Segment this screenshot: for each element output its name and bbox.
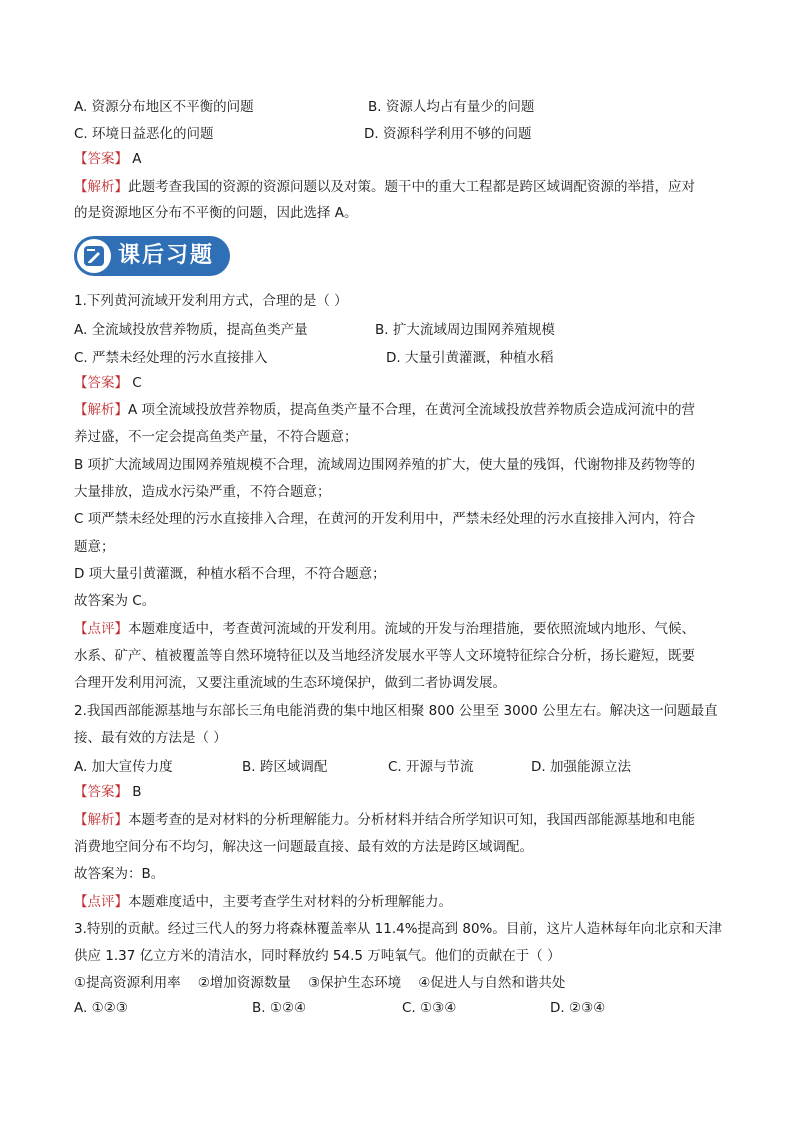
section-title: 课后习题 [118, 243, 215, 268]
q0-option-d: D. 资源科学利用不够的问题 [364, 126, 532, 142]
analysis-text: 此题考查我国的资源的资源问题以及对策。题干中的重大工程都是跨区域调配资源的举措，应对 [128, 179, 695, 195]
q1-analysis-line: C 项严禁未经处理的污水直接排入合理，在黄河的开发利用中，严禁未经处理的污水直接排入河内，符合 [74, 511, 696, 527]
q0-option-a: A. 资源分布地区不平衡的问题 [74, 99, 254, 115]
answer-value: C [128, 375, 142, 391]
analysis-tag: 【解析】 [74, 812, 128, 828]
q0-option-c: C. 环境日益恶化的问题 [74, 126, 214, 142]
comment-tag: 【点评】 [74, 621, 128, 637]
q1-option-a: A. 全流域投放营养物质，提高鱼类产量 [74, 322, 308, 338]
q2-analysis-line: 消费地空间分布不均匀，解决这一问题最直接、最有效的方法是跨区域调配。 [74, 839, 533, 855]
q2-analysis-line: 故答案为：B。 [74, 866, 165, 882]
answer-tag: 【答案】 [74, 784, 128, 800]
q1-analysis-line: 故答案为 C。 [74, 593, 156, 609]
q3-option-b: B. ①②④ [252, 1000, 307, 1016]
q1-analysis-line [74, 400, 695, 420]
q2-analysis-line [74, 810, 695, 830]
q1-analysis-line: D 项大量引黄灌溉，种植水稻不合理，不符合题意； [74, 566, 386, 582]
analysis-tag: 【解析】 [74, 402, 128, 418]
q1-answer [74, 373, 142, 393]
q1-option-d: D. 大量引黄灌溉，种植水稻 [386, 350, 554, 366]
q1-comment-line: 水系、矿产、植被覆盖等自然环境特征以及当地经济发展水平等人文环境特征综合分析，扬长避短，既要 [74, 648, 695, 664]
answer-value: B [128, 784, 142, 800]
q2-stem: 2.我国西部能源基地与东部长三角电能消费的集中地区相聚 800 公里至 3000 公里左右。解决这一问题最直 [74, 703, 718, 719]
q2-comment-line [74, 892, 452, 912]
q0-answer [74, 149, 142, 169]
q0-analysis-line [74, 177, 695, 197]
q2-stem: 接、最有效的方法是（ ） [74, 730, 227, 746]
q1-analysis-line: B 项扩大流域周边围网养殖规模不合理，流域周边围网养殖的扩大，使大量的残饵，代谢物排及药物等的 [74, 457, 696, 473]
answer-tag: 【答案】 [74, 151, 128, 167]
answer-value: A [128, 151, 142, 167]
q0-option-b: B. 资源人均占有量少的问题 [368, 99, 535, 115]
q1-comment-line [74, 619, 695, 639]
analysis-text: A 项全流域投放营养物质，提高鱼类产量不合理，在黄河全流域投放营养物质会造成河流中的营 [128, 402, 696, 418]
q1-analysis-line: 养过盛，不一定会提高鱼类产量，不符合题意； [74, 429, 358, 445]
q3-option-a: A. ①②③ [74, 1000, 128, 1016]
q0-analysis-line: 的是资源地区分布不平衡的问题，因此选择 A。 [74, 205, 358, 221]
answer-tag: 【答案】 [74, 375, 128, 391]
q2-option-d: D. 加强能源立法 [531, 759, 631, 775]
analysis-tag: 【解析】 [74, 179, 128, 195]
comment-text: 本题难度适中，主要考查学生对材料的分析理解能力。 [128, 894, 452, 910]
q2-option-c: C. 开源与节流 [388, 759, 474, 775]
q1-analysis-line: 大量排放，造成水污染严重，不符合题意； [74, 484, 331, 500]
comment-text: 本题难度适中，考查黄河流域的开发利用。流域的开发与治理措施，要依照流域内地形、气候、 [128, 621, 695, 637]
pen-icon [77, 239, 111, 273]
q1-analysis-line: 题意； [74, 539, 115, 555]
section-banner [74, 236, 230, 276]
q3-option-d: D. ②③④ [550, 1000, 606, 1016]
analysis-text: 本题考查的是对材料的分析理解能力。分析材料并结合所学知识可知，我国西部能源基地和电能 [128, 812, 695, 828]
comment-tag: 【点评】 [74, 894, 128, 910]
q3-items: ①提高资源利用率 ②增加资源数量 ③保护生态环境 ④促进人与自然和谐共处 [74, 975, 566, 991]
q1-comment-line: 合理开发利用河流，又要注重流域的生态环境保护，做到二者协调发展。 [74, 675, 506, 691]
q2-option-b: B. 跨区域调配 [242, 759, 328, 775]
q3-option-c: C. ①③④ [402, 1000, 457, 1016]
q2-option-a: A. 加大宣传力度 [74, 759, 173, 775]
q2-answer [74, 782, 142, 802]
q1-stem: 1.下列黄河流域开发利用方式，合理的是（ ） [74, 293, 348, 309]
q3-stem: 3.特别的贡献。经过三代人的努力将森林覆盖率从 11.4%提高到 80%。目前，这片人造林每年向北京和天津 [74, 921, 722, 937]
q1-option-b: B. 扩大流域周边围网养殖规模 [375, 322, 555, 338]
q3-stem: 供应 1.37 亿立方米的清洁水，同时释放约 54.5 万吨氧气。他们的贡献在于（ ） [74, 948, 561, 964]
q1-option-c: C. 严禁未经处理的污水直接排入 [74, 350, 268, 366]
